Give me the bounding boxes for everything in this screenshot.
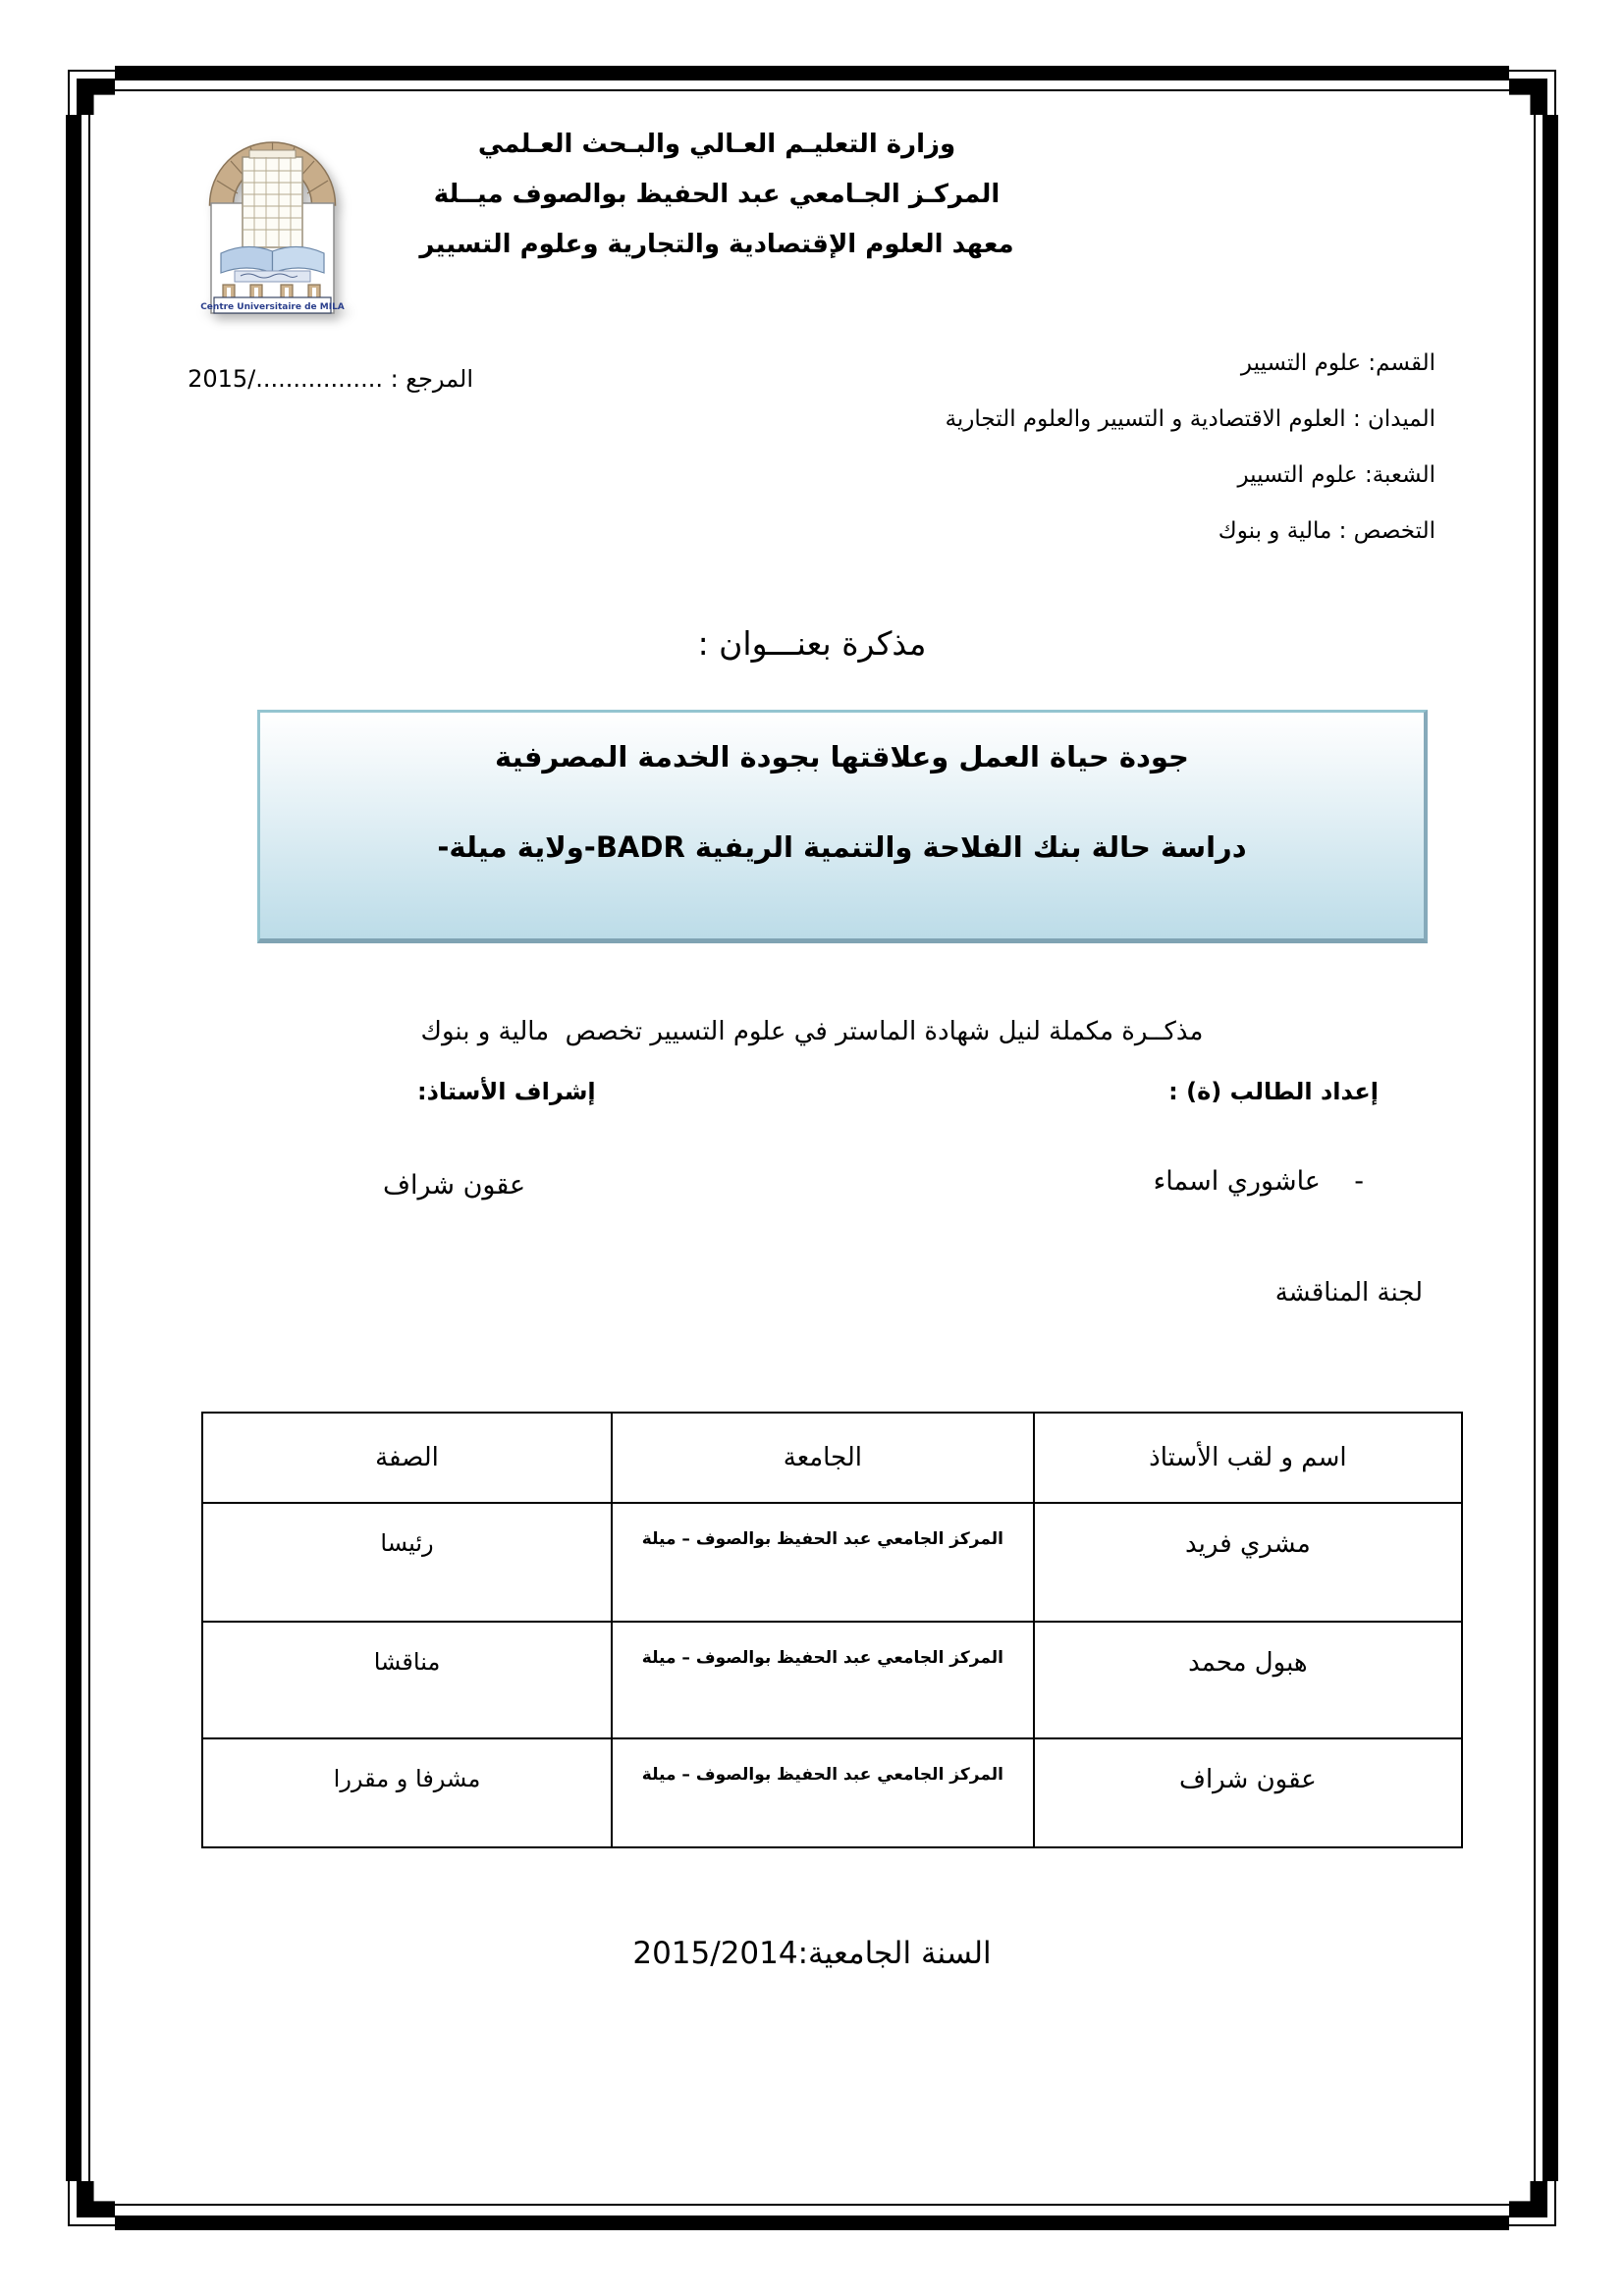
column-header-role: الصفة	[202, 1413, 612, 1503]
role-cell: مناقشا	[202, 1622, 612, 1738]
student-name: - عاشوري اسماء	[1153, 1166, 1364, 1197]
thesis-title-line-1: جودة حياة العمل وعلاقتها بجودة الخدمة المصرفية	[495, 740, 1189, 774]
university-cell: المركز الجامعي عبد الحفيظ بوالصوف – ميلة	[612, 1622, 1034, 1738]
ministry-heading	[324, 120, 1110, 270]
page-border-band-left	[66, 115, 81, 2181]
supervisor-label: إشراف الأستاذ:	[417, 1078, 596, 1105]
prepared-by-label: إعداد الطالب (ة) :	[1168, 1078, 1379, 1105]
ministry-line-2: المركـز الجـامعي عبد الحفيظ بوالصوف ميــلة	[433, 180, 1001, 209]
ministry-line-3: معهد العلوم الإقتصادية والتجارية وعلوم التسيير	[419, 230, 1014, 259]
role-cell: رئيسا	[202, 1503, 612, 1622]
page-border-band-top	[115, 66, 1509, 80]
column-header-professor: اسم و لقب الأستاذ	[1034, 1413, 1462, 1503]
table-row	[202, 1503, 1462, 1622]
role-cell: مشرفا و مقررا	[202, 1738, 612, 1847]
logo-caption: Centre Universitaire de MILA	[200, 302, 345, 312]
ministry-line-1: وزارة التعليـم العـالي والبـحث العـلمي	[477, 130, 956, 159]
professor-name-cell: هبول محمد	[1034, 1622, 1462, 1738]
academic-year: السنة الجامعية:2015/2014	[632, 1936, 992, 1971]
university-cell: المركز الجامعي عبد الحفيظ بوالصوف – ميلة	[612, 1503, 1034, 1622]
jury-table	[201, 1412, 1463, 1848]
professor-name-cell: عقون شراف	[1034, 1738, 1462, 1847]
page-border-band-right	[1543, 115, 1558, 2181]
program-info-block	[946, 336, 1435, 560]
field-line: الميدان : العلوم الاقتصادية و التسيير والعلوم التجارية	[945, 406, 1435, 432]
professor-name-cell: مشري فريد	[1034, 1503, 1462, 1622]
thesis-title-line-2: دراسة حالة بنك الفلاحة والتنمية الريفية BADR-ولاية ميلة-	[437, 830, 1247, 864]
degree-subtitle: مذكــرة مكملة لنيل شهادة الماستر في علوم التسيير تخصص مالية و بنوك	[420, 1017, 1204, 1046]
reference-line: المرجع : ................./2015	[188, 365, 473, 393]
table-header-row	[202, 1413, 1462, 1503]
thesis-title-box	[257, 710, 1428, 943]
branch-line: الشعبة: علوم التسيير	[1237, 462, 1435, 488]
university-cell: المركز الجامعي عبد الحفيظ بوالصوف – ميلة	[612, 1738, 1034, 1847]
table-row	[202, 1738, 1462, 1847]
committee-label: لجنة المناقشة	[1274, 1278, 1423, 1308]
column-header-university: الجامعة	[612, 1413, 1034, 1503]
specialty-line: التخصص : مالية و بنوك	[1218, 518, 1435, 544]
table-row	[202, 1622, 1462, 1738]
supervisor-name: عقون شراف	[383, 1170, 526, 1201]
memo-title-label: مذكرة بعنـــوان :	[697, 624, 927, 663]
page-border-band-bottom	[115, 2216, 1509, 2230]
department-line: القسم: علوم التسيير	[1240, 350, 1435, 376]
